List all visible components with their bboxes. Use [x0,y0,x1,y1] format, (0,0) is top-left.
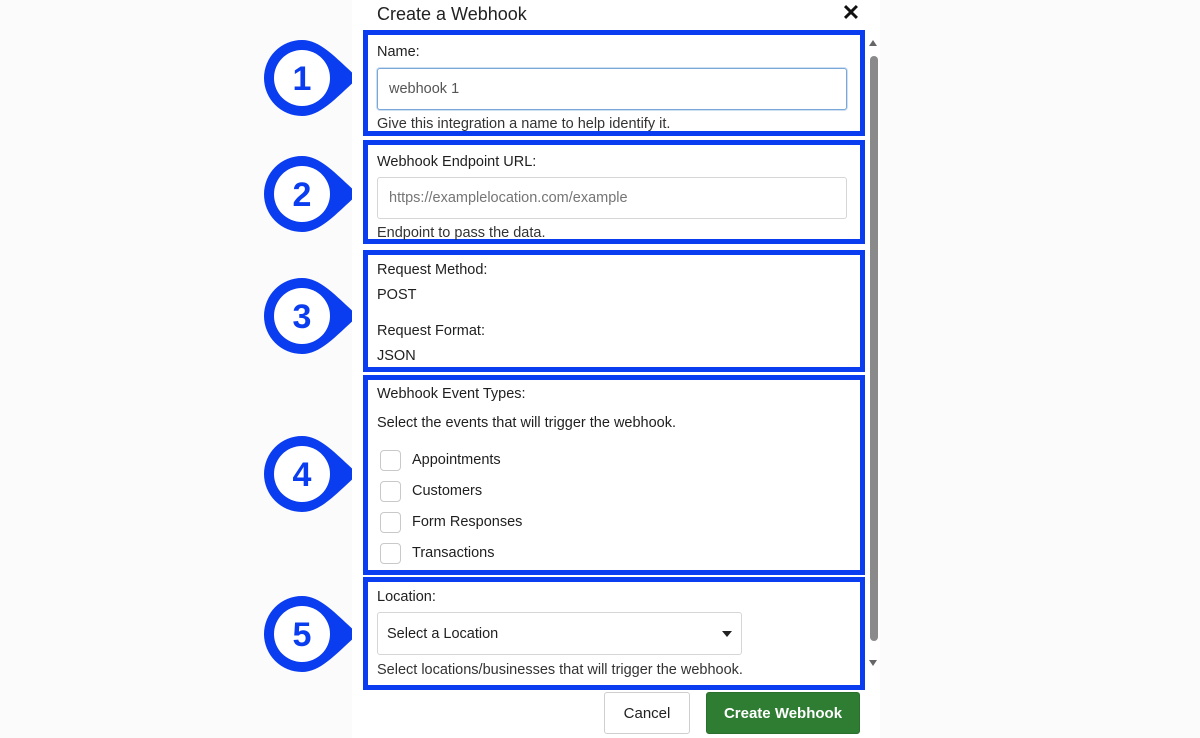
location-label: Location: [377,589,436,605]
marker-5-number: 5 [292,616,312,654]
name-label: Name: [377,44,420,60]
event-option-form-responses[interactable] [380,511,522,533]
event-option-label: Form Responses [412,514,523,530]
scroll-down-arrow-icon[interactable] [869,660,877,666]
marker-3-number: 3 [292,298,312,336]
marker-5 [262,594,362,674]
endpoint-help-text: Endpoint to pass the data. [377,225,546,241]
cancel-button[interactable]: Cancel [604,692,690,734]
event-types-help-text: Select the events that will trigger the webhook. [377,415,677,431]
endpoint-label: Webhook Endpoint URL: [377,154,537,170]
scroll-up-arrow-icon[interactable] [869,40,877,46]
event-option-customers[interactable] [380,480,482,502]
marker-1-number: 1 [292,60,312,98]
marker-2 [262,154,362,234]
scroll-thumb[interactable] [870,56,878,641]
marker-4 [262,434,362,514]
event-types-section [363,375,865,575]
checkbox[interactable] [380,450,401,471]
event-option-label: Appointments [412,452,501,468]
location-help-text: Select locations/businesses that will trigger the webhook. [377,662,743,678]
event-option-label: Transactions [412,545,495,561]
request-method-value: POST [377,287,417,303]
checkbox[interactable] [380,512,401,533]
caret-down-icon [722,631,732,637]
request-format-label: Request Format: [377,323,485,339]
request-section [363,250,865,372]
marker-2-number: 2 [292,176,312,214]
event-option-appointments[interactable] [380,449,501,471]
marker-4-number: 4 [292,456,312,494]
dialog-title: Create a Webhook [377,4,527,24]
checkbox[interactable] [380,543,401,564]
event-option-transactions[interactable] [380,542,494,564]
event-option-label: Customers [412,483,483,499]
scrollbar[interactable] [867,40,881,670]
request-method-label: Request Method: [377,262,488,278]
location-section [363,577,865,690]
event-types-label: Webhook Event Types: [377,386,526,402]
endpoint-url-input[interactable] [377,177,847,219]
checkbox[interactable] [380,481,401,502]
create-webhook-button[interactable]: Create Webhook [706,692,860,734]
name-section [363,30,865,136]
marker-1 [262,38,362,118]
marker-3 [262,276,362,356]
location-select-value: Select a Location [387,625,499,642]
name-help-text: Give this integration a name to help identify it. [377,116,671,132]
name-input[interactable] [377,68,847,110]
endpoint-section [363,140,865,244]
close-icon[interactable]: ✕ [841,0,861,25]
location-select[interactable] [377,612,742,655]
request-format-value: JSON [377,348,416,364]
